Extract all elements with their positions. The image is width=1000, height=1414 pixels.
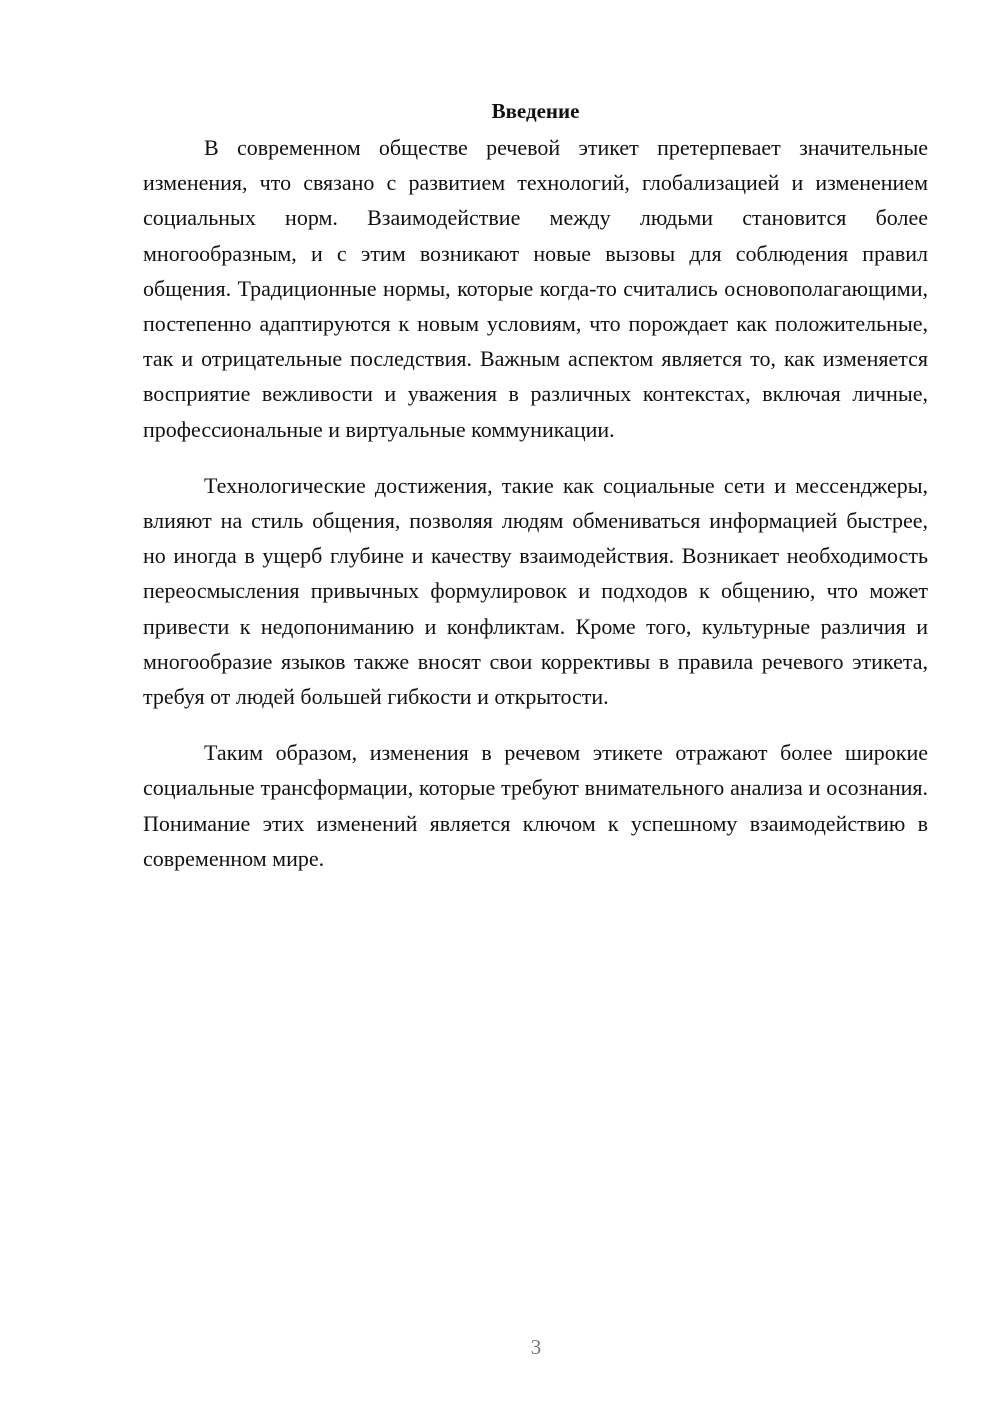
paragraph-1: В современном обществе речевой этикет претерпевает значительные изменения, что связано с развитием технологий, глобализацией и изменением социальных норм. Взаимодействие между людьми становится более многообразным, и с этим возникают новые вызовы для соблюдения правил общения. Традиционные нормы, которые когда-то считались основополагающими, постепенно адаптируются к новым условиям, что порождает как положительные, так и отрицательные последствия. Важным аспектом является то, как изменяется восприятие вежливости и уважения в различных контекстах, включая личные, профессиональные и виртуальные коммуникации. (143, 135, 928, 442)
paragraph-2: Технологические достижения, такие как социальные сети и мессенджеры, влияют на стиль общения, позволяя людям обмениваться информацией быстрее, но иногда в ущерб глубине и качеству взаимодействия. Возникает необходимость переосмысления привычных формулировок и подходов к общению, что может привести к недопониманию и конфликтам. Кроме того, культурные различия и многообразие языков также вносят свои коррективы в правила речевого этикета, требуя от людей большей гибкости и открытости. (143, 472, 928, 710)
section-heading: Введение (491, 99, 580, 123)
page-number: 3 (530, 1335, 542, 1359)
paragraph-3: Таким образом, изменения в речевом этикете отражают более широкие социальные трансформации, которые требуют внимательного анализа и осознания. Понимание этих изменений является ключом к успешному взаимодействию в современном мире. (143, 740, 928, 871)
page-content (143, 96, 928, 876)
